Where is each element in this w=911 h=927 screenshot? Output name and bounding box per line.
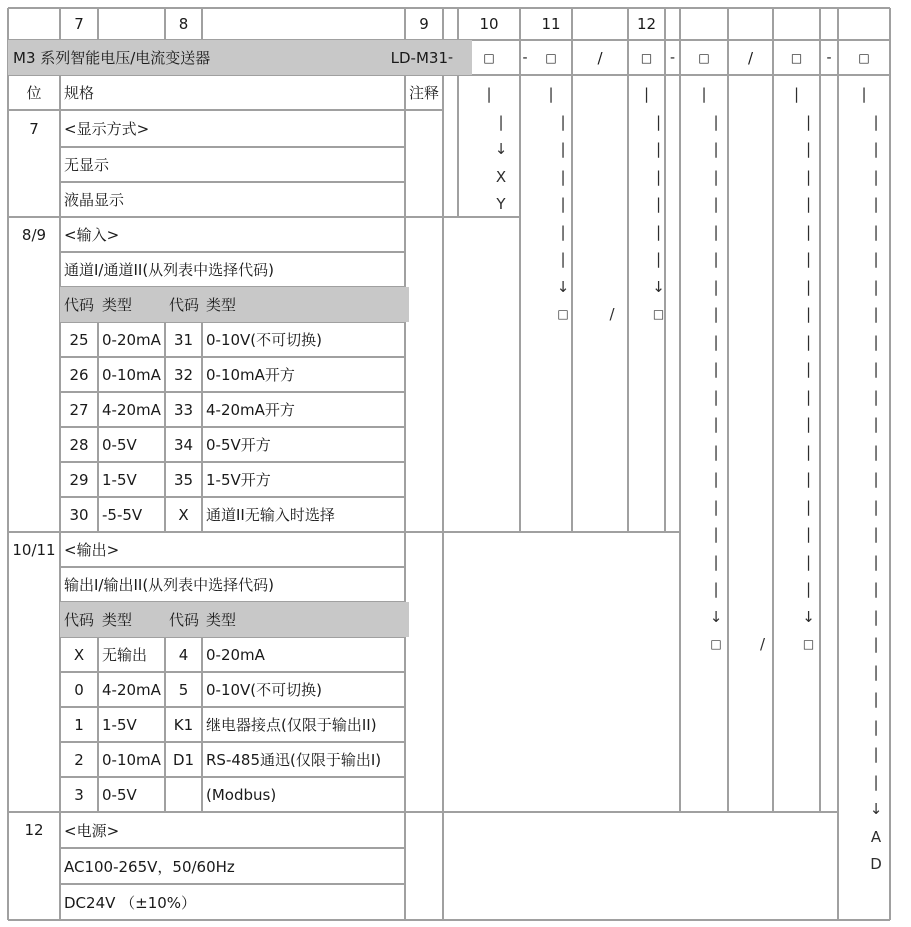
section-title-output: <输出>: [64, 541, 120, 559]
col-header-8: 8: [178, 15, 189, 33]
output-code-cell: K1: [173, 715, 194, 734]
input-code-cell: 34: [173, 435, 194, 454]
code-placeholder-pos7: □: [483, 50, 495, 65]
leader-output2-code: | | | | | | | | | | | | | | | | | | | ↓ □: [793, 85, 815, 651]
code-slash: /: [597, 48, 603, 67]
output-code-cell: 3: [74, 785, 84, 804]
code-separator: -: [669, 49, 676, 66]
section-pos-output: 10/11: [12, 540, 56, 559]
input-type-cell: 0-10V(不可切换): [206, 331, 323, 349]
output-type-cell: 4-20mA: [102, 680, 161, 699]
input-subtitle: 通道I/通道II(从列表中选择代码): [64, 261, 275, 279]
input-code-cell: 29: [69, 470, 89, 489]
output-type-cell: 继电器接点(仅限于输出II): [206, 716, 377, 734]
model-title-cell: [8, 40, 472, 75]
leader-output1-code: | | | | | | | | | | | | | | | | | | | ↓ □: [701, 85, 723, 651]
display-option-row: 液晶显示: [64, 191, 125, 209]
spec-column-header: 规格: [64, 84, 95, 102]
input-code-cell: 25: [69, 330, 89, 349]
input-type-cell: 0-10mA: [102, 365, 161, 384]
input-code-cell: 33: [173, 400, 194, 419]
output-code-cell: [165, 777, 202, 812]
code-slash: /: [747, 48, 754, 67]
code-separator: -: [447, 49, 454, 66]
output-code-cell: D1: [172, 750, 195, 769]
leader-input1-code: | | | | | | | ↓ □: [548, 85, 570, 321]
output-code-cell: X: [73, 645, 85, 664]
col-header-9: 9: [419, 15, 429, 33]
input-code-cell: 26: [69, 365, 89, 384]
output-type-cell: 0-10V(不可切换): [206, 681, 323, 699]
section-pos-power: 12: [24, 821, 44, 839]
input-type-cell: 通道II无输入时选择: [206, 506, 335, 524]
power-option-row: DC24V （±10%）: [64, 893, 197, 912]
leader-input2-code: | | | | | | | ↓ □: [643, 85, 665, 321]
leader-power-code: | | | | | | | | | | | | | | | | | | | | | | | | | | ↓ A D: [861, 85, 883, 873]
input-code-cell: 28: [69, 435, 89, 454]
input-code-cell: 35: [173, 470, 194, 489]
output-code-cell: 1: [74, 715, 84, 734]
section-title-input: <输入>: [64, 226, 120, 244]
leader-output-slash: /: [759, 635, 766, 653]
input-code-cell: 32: [173, 365, 194, 384]
input-code-cell: 30: [69, 505, 89, 524]
input-header-code2: 代码: [165, 287, 206, 322]
output-code-cell: 5: [178, 680, 189, 699]
leader-input-slash: /: [609, 305, 615, 323]
output-header-type2: 类型: [202, 602, 409, 637]
code-placeholder-pos10: □: [698, 50, 710, 65]
input-type-cell: 0-5V开方: [206, 436, 271, 454]
input-code-cell: X: [178, 505, 189, 524]
pos-column-header: 位: [26, 84, 42, 102]
model-code: LD-M31: [390, 48, 448, 67]
input-type-cell: 0-5V: [102, 435, 137, 454]
input-type-cell: -5-5V: [102, 505, 143, 524]
power-option-row: AC100-265V，50/60Hz: [64, 857, 235, 876]
section-pos-input: 8/9: [21, 225, 47, 244]
leader-display-code: | | ↓ X Y: [486, 85, 508, 213]
input-type-cell: 0-10mA开方: [206, 366, 295, 384]
code-placeholder-pos9: □: [640, 50, 653, 65]
output-type-cell: 1-5V: [102, 715, 137, 734]
input-type-cell: 4-20mA开方: [206, 401, 295, 419]
code-placeholder-pos12: □: [858, 50, 870, 65]
code-placeholder-pos11: □: [790, 50, 803, 65]
input-header-code1: 代码: [60, 287, 102, 322]
output-header-code2: 代码: [165, 602, 206, 637]
output-subtitle: 输出I/输出II(从列表中选择代码): [64, 576, 275, 594]
section-title-power: <电源>: [64, 821, 120, 840]
section-pos-display: 7: [29, 119, 39, 138]
output-header-type1: 类型: [98, 602, 169, 637]
code-separator: -: [522, 49, 528, 66]
output-type-cell: 无输出: [102, 646, 148, 664]
section-title-display: <显示方式>: [64, 120, 150, 138]
display-option-row: 无显示: [64, 156, 110, 174]
col-header-12: 12: [636, 15, 657, 33]
output-type-cell: (Modbus): [206, 785, 277, 804]
output-code-cell: 2: [74, 750, 84, 769]
col-header-7: 7: [74, 15, 84, 33]
col-header-10: 10: [479, 15, 499, 33]
output-type-cell: 0-5V: [102, 785, 137, 804]
output-code-cell: 4: [178, 645, 189, 664]
output-header-code1: 代码: [60, 602, 102, 637]
input-code-cell: 27: [69, 400, 89, 419]
product-title: M3 系列智能电压/电流变送器: [13, 49, 211, 67]
note-column-header: 注释: [408, 84, 439, 102]
code-placeholder-pos8: □: [545, 50, 557, 65]
output-type-cell: 0-20mA: [206, 645, 265, 664]
output-code-cell: 0: [74, 680, 84, 699]
input-type-cell: 4-20mA: [102, 400, 161, 419]
input-type-cell: 0-20mA: [102, 330, 161, 349]
code-separator: -: [826, 49, 832, 66]
col-header-11: 11: [541, 15, 561, 33]
input-type-cell: 1-5V开方: [206, 471, 271, 489]
input-code-cell: 31: [173, 330, 194, 349]
input-type-cell: 1-5V: [102, 470, 137, 489]
output-type-cell: 0-10mA: [102, 750, 161, 769]
input-header-type1: 类型: [98, 287, 169, 322]
output-type-cell: RS-485通迅(仅限于输出I): [206, 751, 382, 769]
input-header-type2: 类型: [202, 287, 409, 322]
